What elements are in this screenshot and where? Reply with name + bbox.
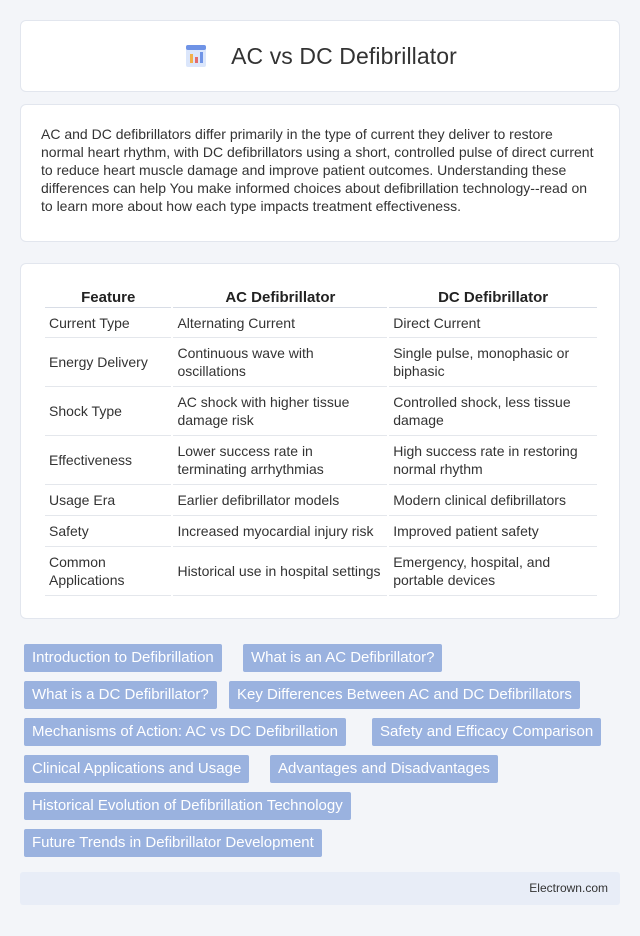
table-cell: Historical use in hospital settings [173, 547, 387, 596]
intro-text: AC and DC defibrillators differ primarily in the type of current they deliver to restore normal heart rhythm, with DC defibrillators using a short, controlled pulse of direct current to reduce heart muscle damage and improve patient outcomes. Understanding these differences can help You make informed choices about defibrillation technology--read on to learn more about how each type impacts treatment effectiveness. [41, 126, 594, 214]
link-introduction[interactable]: Introduction to Defibrillation [24, 644, 222, 672]
link-advantages[interactable]: Advantages and Disadvantages [270, 755, 498, 783]
link-clinical-applications[interactable]: Clinical Applications and Usage [24, 755, 249, 783]
table-cell: Shock Type [45, 387, 171, 436]
comparison-table [43, 284, 599, 596]
table-cell: Current Type [45, 308, 171, 338]
link-what-is-ac[interactable]: What is an AC Defibrillator? [243, 644, 442, 672]
header-feature: Feature [45, 284, 171, 308]
table-cell: Controlled shock, less tissue damage [389, 387, 597, 436]
table-cell: Effectiveness [45, 436, 171, 485]
table-cell: Common Applications [45, 547, 171, 596]
table-row [45, 308, 597, 338]
table-cell: Direct Current [389, 308, 597, 338]
footer [20, 872, 620, 905]
intro-card [20, 104, 620, 242]
table-cell: Safety [45, 516, 171, 547]
table-header-row [45, 284, 597, 308]
header-dc: DC Defibrillator [389, 284, 597, 308]
header-ac: AC Defibrillator [173, 284, 387, 308]
table-cell: Increased myocardial injury risk [173, 516, 387, 547]
table-row [45, 547, 597, 596]
table-cell: Continuous wave with oscillations [173, 338, 387, 387]
table-row [45, 387, 597, 436]
link-historical-evolution[interactable]: Historical Evolution of Defibrillation Technology [24, 792, 351, 820]
table-row [45, 485, 597, 516]
table-cell: Modern clinical defibrillators [389, 485, 597, 516]
table-cell: Earlier defibrillator models [173, 485, 387, 516]
table-cell: Emergency, hospital, and portable devices [389, 547, 597, 596]
table-cell: Alternating Current [173, 308, 387, 338]
table-row [45, 338, 597, 387]
comparison-table-card [20, 263, 620, 619]
footer-brand[interactable]: Electrown.com [529, 881, 608, 895]
link-key-differences[interactable]: Key Differences Between AC and DC Defibrillators [229, 681, 580, 709]
table-cell: Lower success rate in terminating arrhythmias [173, 436, 387, 485]
table-row [45, 516, 597, 547]
table-cell: AC shock with higher tissue damage risk [173, 387, 387, 436]
link-future-trends[interactable]: Future Trends in Defibrillator Development [24, 829, 322, 857]
link-mechanisms[interactable]: Mechanisms of Action: AC vs DC Defibrillation [24, 718, 346, 746]
link-what-is-dc[interactable]: What is a DC Defibrillator? [24, 681, 217, 709]
document-chart-icon [183, 43, 209, 69]
table-cell: Usage Era [45, 485, 171, 516]
link-safety-efficacy[interactable]: Safety and Efficacy Comparison [372, 718, 601, 746]
table-cell: Energy Delivery [45, 338, 171, 387]
table-cell: Improved patient safety [389, 516, 597, 547]
title-card [20, 20, 620, 92]
table-cell: Single pulse, monophasic or biphasic [389, 338, 597, 387]
table-row [45, 436, 597, 485]
table-cell: High success rate in restoring normal rhythm [389, 436, 597, 485]
page-title: AC vs DC Defibrillator [231, 42, 457, 69]
